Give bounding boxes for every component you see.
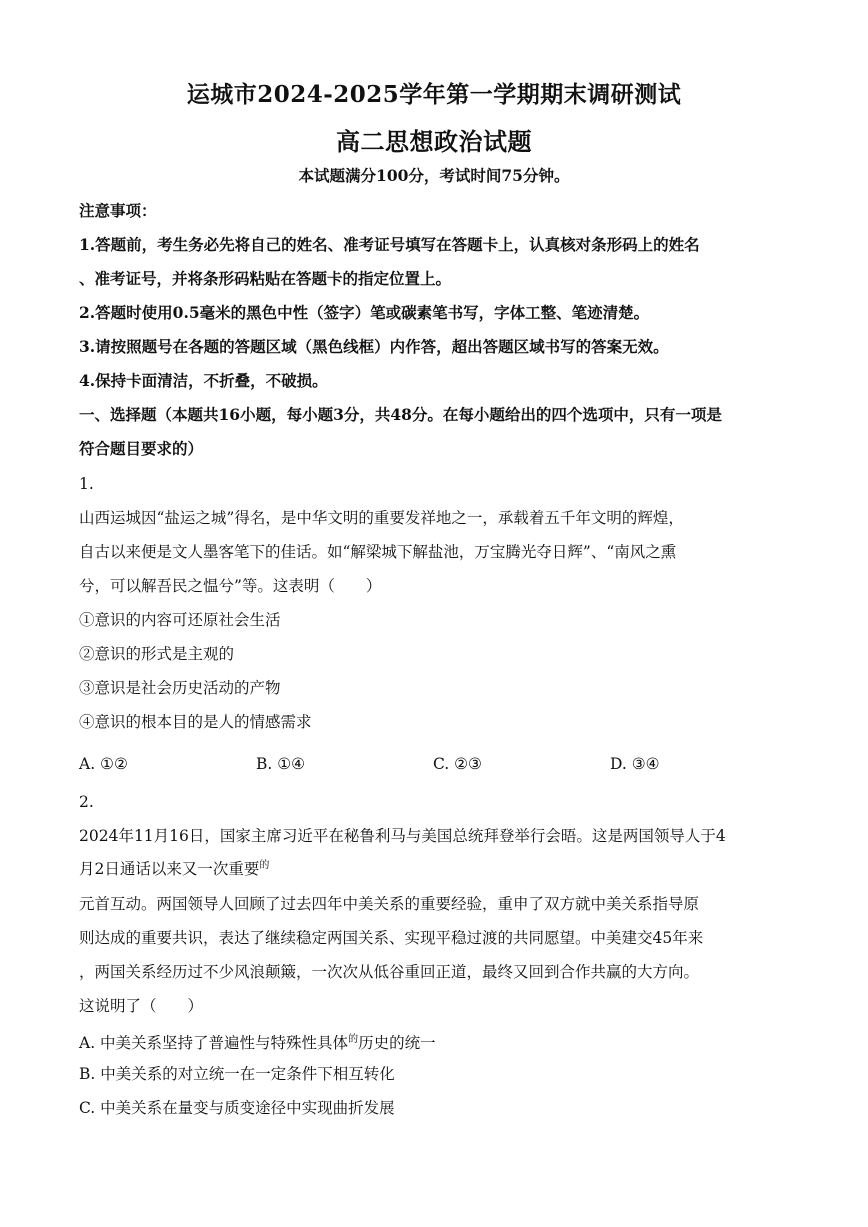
answer-option-b: B. 中美关系的对立统一在一定条件下相互转化 [79, 1065, 395, 1083]
question-stem: 兮，可以解吾民之愠兮”等。这表明（ ） [79, 577, 382, 595]
question-stem: 这说明了（ ） [79, 997, 204, 1015]
statement-item: ③意识是社会历史活动的产物 [79, 679, 281, 697]
question-stem: ，两国关系经历过不少风浪颠簸，一次次从低谷重回正道，最终又回到合作共赢的大方向。 [79, 963, 700, 981]
notice-item: 2.答题时使用0.5毫米的黑色中性（签字）笔或碳素笔书写，字体工整、笔迹清楚。 [79, 303, 650, 322]
question-stem: 元首互动。两国领导人回顾了过去四年中美关系的重要经验，重申了双方就中美关系指导原 [79, 895, 700, 913]
question-stem: 自古以来便是文人墨客笔下的佳话。如“解梁城下解盐池，万宝腾光夺日辉”、“南风之熏 [79, 543, 677, 561]
exam-meta: 本试题满分100分，考试时间75分钟。 [298, 166, 570, 185]
answer-option-a: A. ①② [79, 755, 128, 773]
exam-subtitle: 高二思想政治试题 [336, 127, 532, 156]
option-text-tail: 历史的统一 [358, 1034, 436, 1052]
question-stem: 山西运城因“盐运之城”得名，是中华文明的重要发祥地之一，承载着五千年文明的辉煌， [79, 509, 684, 527]
question-stem: 2024年11月16日，国家主席习近平在秘鲁利马与美国总统拜登举行会晤。这是两国领导人于4 [79, 827, 726, 845]
answer-option-a [79, 1030, 791, 1053]
exam-title: 运城市2024-2025学年第一学期期末调研测试 [186, 81, 682, 108]
question-stem: 则达成的重要共识，表达了继续稳定两国关系、实现平稳过渡的共同愿望。中美建交45年来 [79, 929, 704, 947]
notice-item: 1.答题前，考生务必先将自己的姓名、准考证号填写在答题卡上，认真核对条形码上的姓名 [79, 235, 700, 254]
section-heading-cont: 符合题目要求的） [79, 439, 204, 458]
question-stem [79, 856, 791, 879]
option-text: A. 中美关系坚持了普遍性与特殊性具体 [79, 1034, 349, 1052]
stem-note-mark: 的 [259, 860, 270, 871]
answer-option-b: B. ①④ [256, 755, 306, 773]
statement-item: ④意识的根本目的是人的情感需求 [79, 713, 312, 731]
section-heading: 一、选择题（本题共16小题，每小题3分，共48分。在每小题给出的四个选项中，只有一项是 [79, 405, 722, 424]
notice-item: 4.保持卡面清洁，不折叠，不破损。 [79, 371, 328, 390]
notice-item: 、准考证号，并将条形码粘贴在答题卡的指定位置上。 [79, 269, 452, 288]
statement-item: ①意识的内容可还原社会生活 [79, 611, 281, 629]
answer-option-c: C. 中美关系在量变与质变途径中实现曲折发展 [79, 1099, 395, 1117]
notice-heading: 注意事项： [79, 201, 157, 220]
option-note-mark: 的 [348, 1034, 359, 1045]
question-stem-text: 月2日通话以来又一次重要 [79, 860, 260, 878]
answer-option-c: C. ②③ [433, 755, 482, 773]
notice-item: 3.请按照题号在各题的答题区域（黑色线框）内作答，超出答题区域书写的答案无效。 [79, 337, 669, 356]
question-number: 2. [79, 793, 94, 811]
question-number: 1. [79, 475, 94, 493]
answer-option-d: D. ③④ [610, 755, 660, 773]
statement-item: ②意识的形式是主观的 [79, 645, 235, 663]
